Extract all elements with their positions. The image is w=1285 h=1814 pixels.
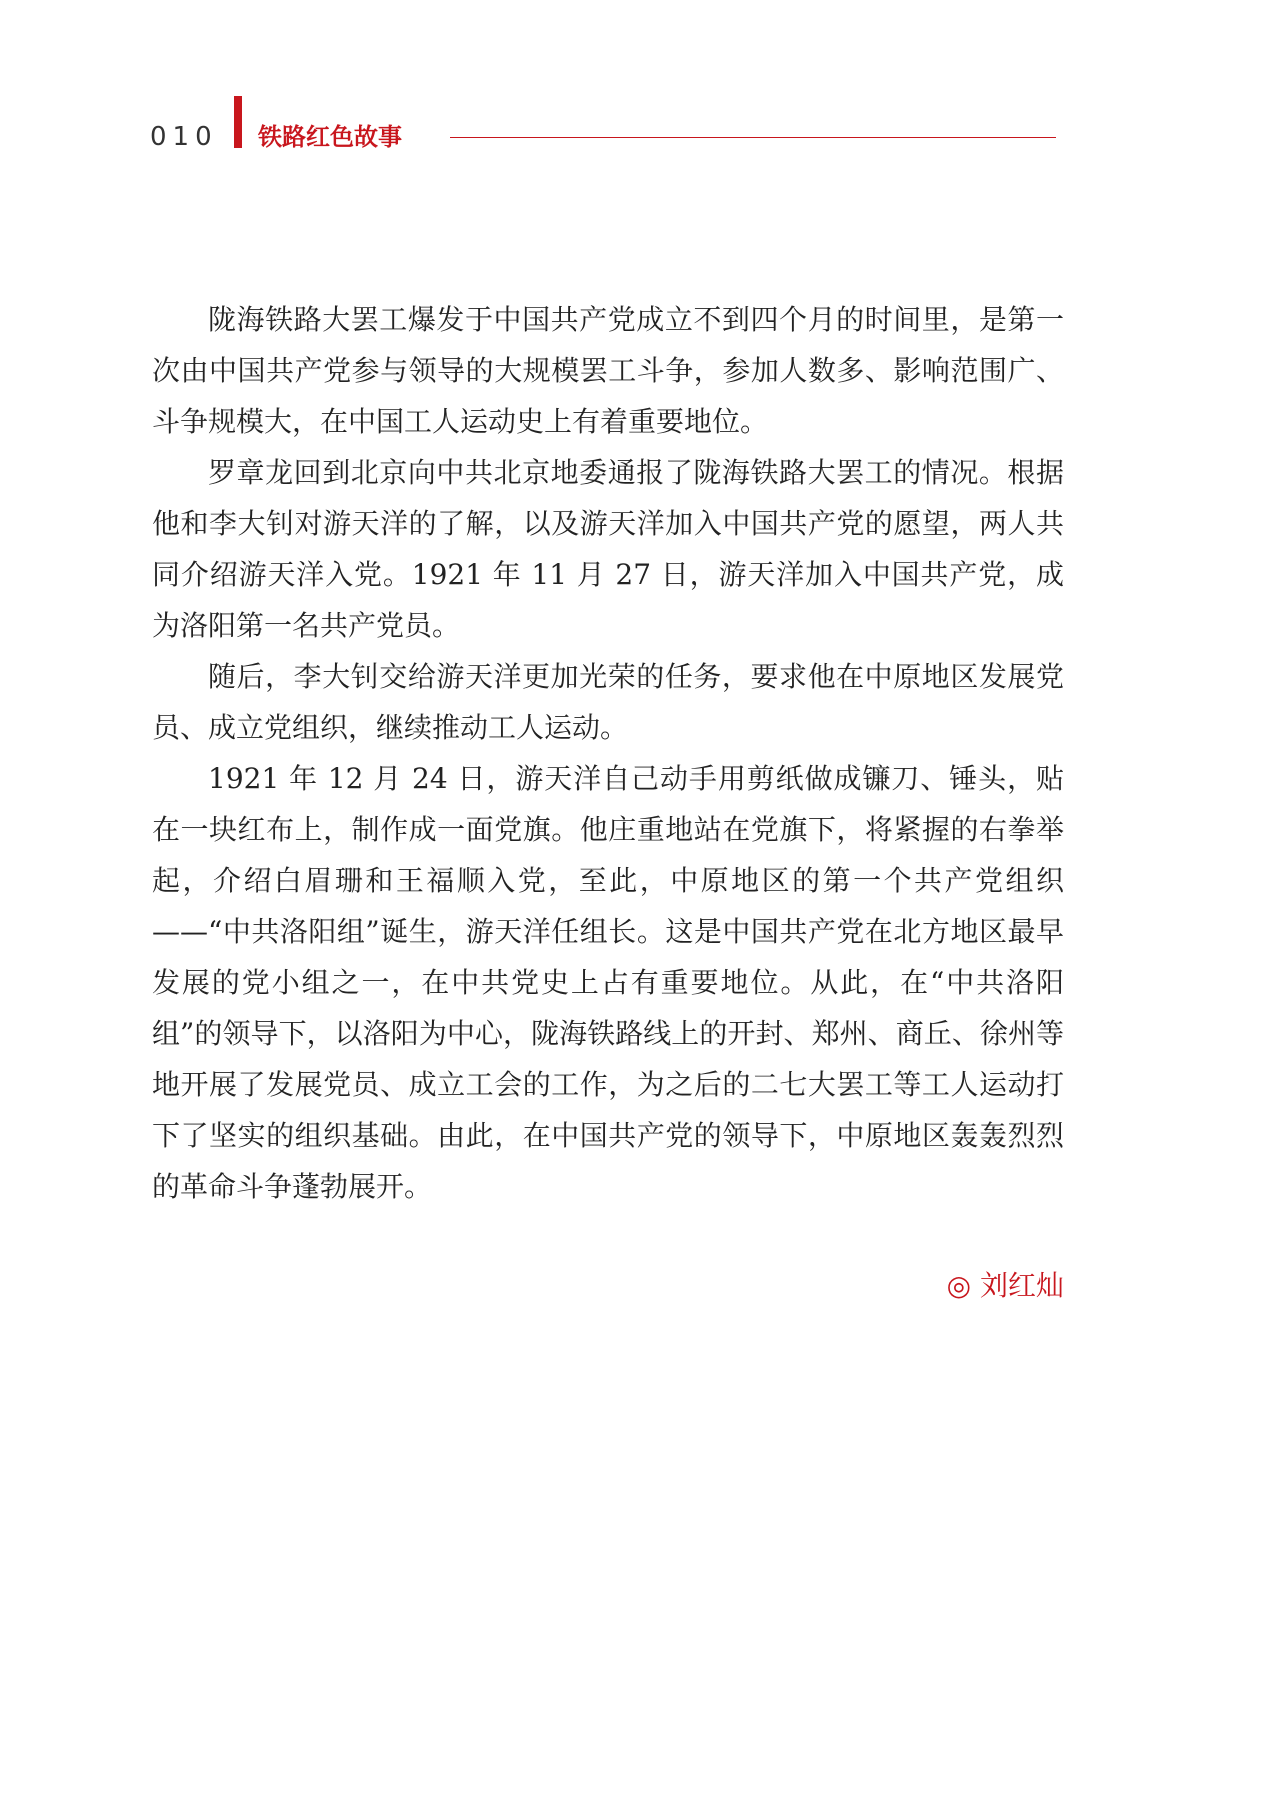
paragraph: 1921 年 12 月 24 日，游天洋自己动手用剪纸做成镰刀、锤头，贴在一块红布上，制作成一面党旗。他庄重地站在党旗下，将紧握的右拳举起，介绍白眉珊和王福顺入党，至此，中原地区的第一个共产党组织——“中共洛阳组”诞生，游天洋任组长。这是中国共产党在北方地区最早发展的党小组之一，在中共党史上占有重要地位。从此，在“中共洛阳组”的领导下，以洛阳为中心，陇海铁路线上的开封、郑州、商丘、徐州等地开展了发展党员、成立工会的工作，为之后的二七大罢工等工人运动打下了坚实的组织基础。由此，在中国共产党的领导下，中原地区轰轰烈烈的革命斗争蓬勃展开。 bbox=[152, 762, 1064, 1203]
author-signature: ◎ 刘红灿 bbox=[946, 1269, 1064, 1302]
paragraph: 陇海铁路大罢工爆发于中国共产党成立不到四个月的时间里，是第一次由中国共产党参与领导的大规模罢工斗争，参加人数多、影响范围广、斗争规模大，在中国工人运动史上有着重要地位。 bbox=[152, 303, 1064, 438]
header-accent-bar bbox=[234, 96, 242, 148]
page-header bbox=[150, 118, 1056, 158]
article-body bbox=[152, 294, 1064, 1212]
page-number: 010 bbox=[150, 122, 218, 152]
running-title: 铁路红色故事 bbox=[258, 123, 402, 151]
header-rule bbox=[450, 137, 1056, 138]
paragraph: 随后，李大钊交给游天洋更加光荣的任务，要求他在中原地区发展党员、成立党组织，继续推动工人运动。 bbox=[152, 660, 1064, 744]
paragraph: 罗章龙回到北京向中共北京地委通报了陇海铁路大罢工的情况。根据他和李大钊对游天洋的了解，以及游天洋加入中国共产党的愿望，两人共同介绍游天洋入党。1921 年 11 月 27 日，游天洋加入中国共产党，成为洛阳第一名共产党员。 bbox=[152, 456, 1064, 642]
